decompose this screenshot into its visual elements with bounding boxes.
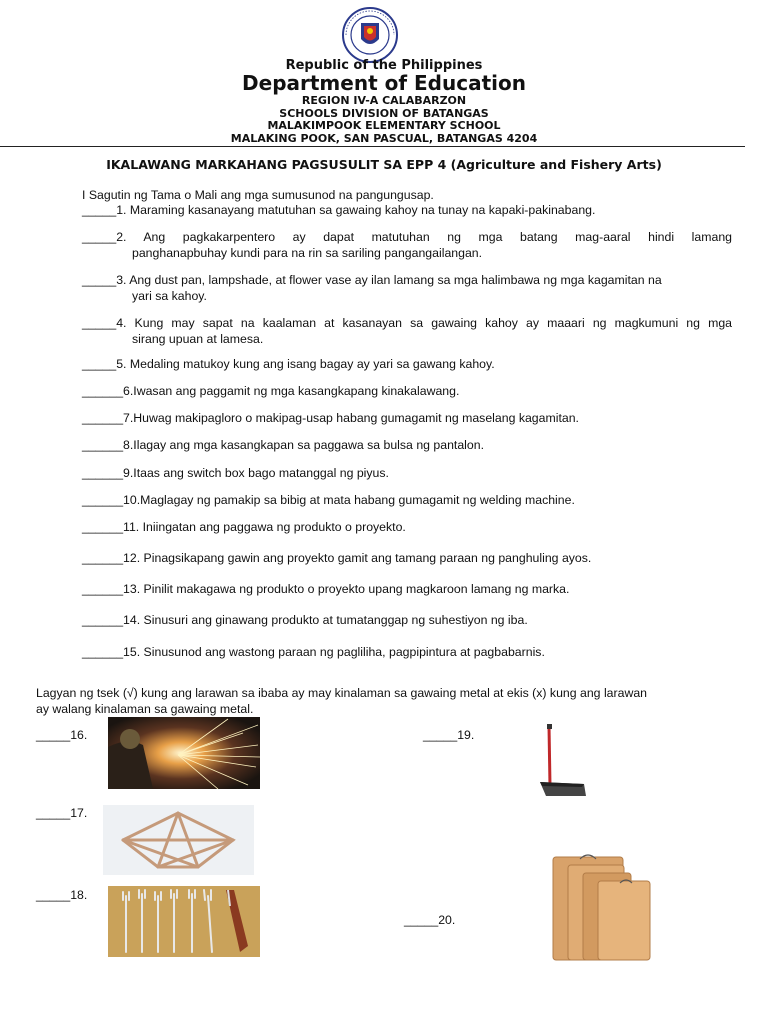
- question-6: ______6.Iwasan ang paggamit ng mga kasangkapang kinakalawang.: [82, 384, 460, 398]
- bamboo-star-image: [103, 805, 254, 875]
- school-name: MALAKIMPOOK ELEMENTARY SCHOOL: [267, 119, 501, 132]
- region-name: REGION IV-A CALABARZON: [301, 94, 467, 107]
- question-2-line2: panghanapbuhay kundi para na rin sa sariling pangangailangan.: [132, 246, 483, 260]
- part2-instruction-line2: ay walang kinalaman sa gawaing metal.: [36, 702, 254, 716]
- metal-forks-image: [108, 886, 260, 957]
- part2-instruction-line1: Lagyan ng tsek (√) kung ang larawan sa ibaba ay may kinalaman sa gawaing metal at ekis (x) kung ang larawan: [36, 686, 648, 700]
- question-1: _____1. Maraming kasanayang matutuhan sa gawaing kahoy na tunay na kapaki-pakinabang.: [82, 203, 596, 217]
- welding-sparks-image: [108, 717, 260, 789]
- question-3-line1: _____3. Ang dust pan, lampshade, at flower vase ay ilan lamang sa mga halimbawa ng mga kagamitan na: [82, 273, 662, 287]
- blank-20: _____20.: [404, 913, 456, 927]
- header-divider: [0, 146, 745, 147]
- question-7: ______7.Huwag makipagloro o makipag-usap habang gumagamit ng maselang kagamitan.: [82, 411, 579, 425]
- blank-16: _____16.: [36, 728, 88, 742]
- question-14: ______14. Sinusuri ang ginawang produkto at tumatanggap ng suhestiyon ng iba.: [82, 613, 528, 627]
- blank-17: _____17.: [36, 806, 88, 820]
- chopping-boards-image: [550, 851, 653, 962]
- question-4-line1: _____4. Kung may sapat na kaalaman at kasanayan sa gawaing kahoy ay maaari ng magkumuni ng mga: [82, 316, 732, 330]
- part1-instruction: I Sagutin ng Tama o Mali ang mga sumusunod na pangungusap.: [82, 188, 434, 202]
- blank-18: _____18.: [36, 888, 88, 902]
- blank-19: _____19.: [423, 728, 475, 742]
- question-3-line2: yari sa kahoy.: [132, 289, 207, 303]
- question-11: ______11. Iniingatan ang paggawa ng produkto o proyekto.: [82, 520, 406, 534]
- question-13: ______13. Pinilit makagawa ng produkto o proyekto upang magkaroon lamang ng marka.: [82, 582, 570, 596]
- school-address: MALAKING POOK, SAN PASCUAL, BATANGAS 4204: [230, 132, 538, 145]
- country-name: Republic of the Philippines: [285, 58, 483, 73]
- division-name: SCHOOLS DIVISION OF BATANGAS: [279, 107, 489, 120]
- question-9: ______9.Itaas ang switch box bago matanggal ng piyus.: [82, 466, 389, 480]
- question-10: ______10.Maglagay ng pamakip sa bibig at mata habang gumagamit ng welding machine.: [82, 493, 575, 507]
- deped-seal: [334, 7, 406, 63]
- question-15: ______15. Sinusunod ang wastong paraan ng pagliliha, pagpipintura at pagbabarnis.: [82, 645, 545, 659]
- question-2-line1: _____2. Ang pagkakarpentero ay dapat matutuhan ng mga batang mag-aaral hindi lamang: [82, 230, 732, 244]
- question-4-line2: sirang upuan at lamesa.: [132, 332, 264, 346]
- question-12: ______12. Pinagsikapang gawin ang proyekto gamit ang tamang paraan ng panghuling ayos.: [82, 551, 592, 565]
- question-8: ______8.Ilagay ang mga kasangkapan sa paggawa sa bulsa ng pantalon.: [82, 438, 485, 452]
- department-name: Department of Education: [242, 71, 526, 95]
- question-5: _____5. Medaling matukoy kung ang isang bagay ay yari sa gawang kahoy.: [82, 357, 495, 371]
- dust-pan-image: [492, 724, 640, 799]
- exam-title: IKALAWANG MARKAHANG PAGSUSULIT SA EPP 4 (Agriculture and Fishery Arts): [106, 157, 662, 172]
